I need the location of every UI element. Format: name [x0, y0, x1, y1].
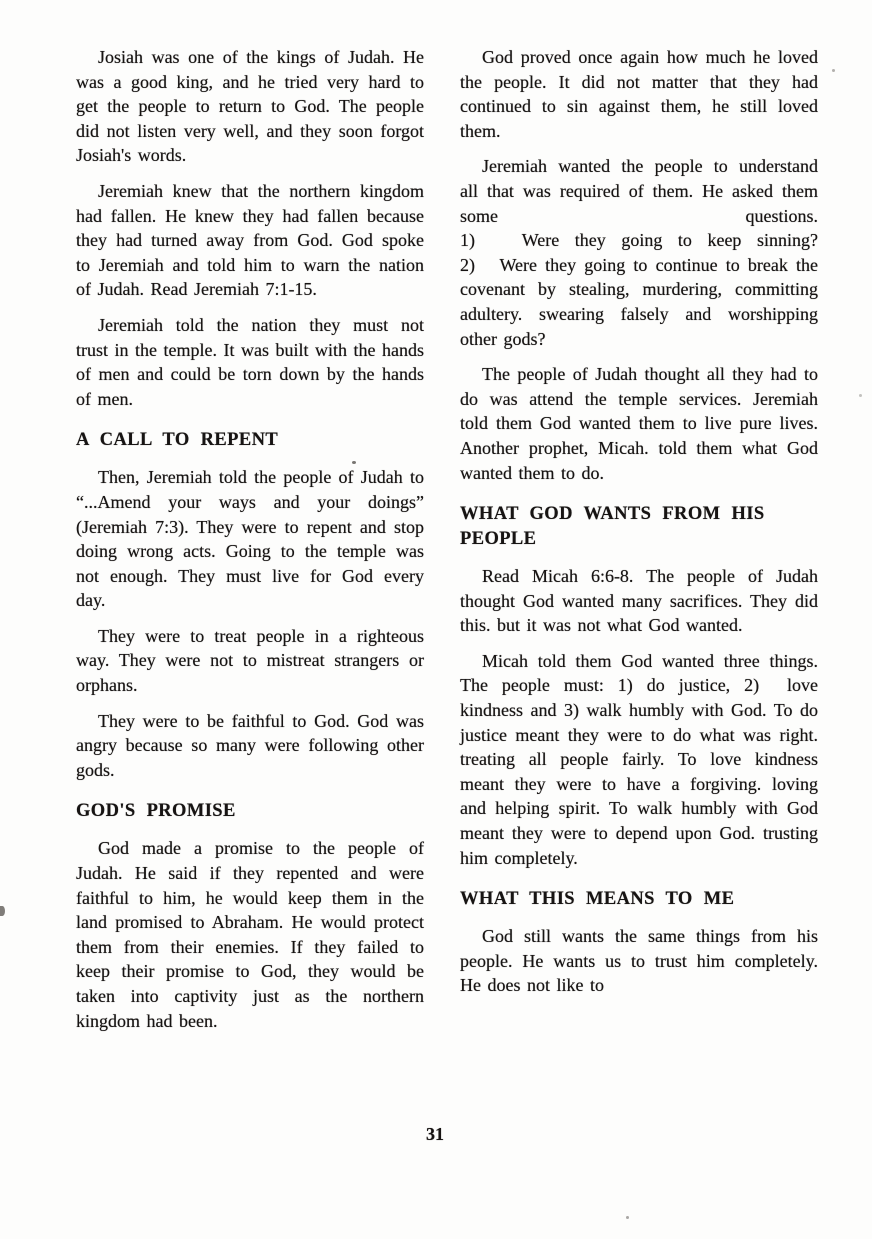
paragraph: Jeremiah wanted the people to understand all that was required of them. He asked them some questions. [460, 156, 818, 226]
paragraph: Micah told them God wanted three things. The people must: 1) do justice, 2) love kindness and 3) walk humbly with God. To do justice meant they were to do what was right. treating all people fairly. To love kindness meant they were to have a forgiving. loving and helping spirit. To walk humbly with God meant they were to depend upon God. trusting him completely. [460, 650, 818, 868]
right-column [460, 45, 818, 1009]
section-heading: WHAT THIS MEANS TO ME [460, 889, 735, 910]
section-heading: A CALL TO REPENT [76, 430, 279, 451]
paragraph: God made a promise to the people of Judah. He said if they repented and were faithful to him, he would keep them in the land promised to Abraham. He would protect them from their enemies. If they failed to keep their promise to God, they would be taken into captivity just as the northern kingdom had been. [76, 838, 424, 1031]
scan-speck [352, 461, 356, 464]
list-item: 1) Were they going to keep sinning? [460, 230, 818, 251]
list-item: 2) Were they going to continue to break the covenant by stealing, murdering, committing adultery. swearing falsely and worshipping other gods? [460, 254, 818, 349]
paragraph: Josiah was one of the kings of Judah. He was a good king, and he tried very hard to get the people to return to God. The people did not listen very well, and they soon forgot Josiah's words. [76, 47, 424, 166]
paragraph: They were to treat people in a righteous way. They were not to mistreat strangers or orphans. [76, 625, 424, 696]
paragraph: God still wants the same things from his people. He wants us to trust him completely. He does not like to [460, 926, 818, 996]
paragraph: The people of Judah thought all they had to do was attend the temple services. Jeremiah told them God wanted them to live pure lives. Another prophet, Micah. told them what God wanted them to do. [460, 364, 818, 483]
section-heading: WHAT GOD WANTS FROM HIS PEOPLE [460, 504, 765, 550]
left-column [76, 45, 424, 1044]
section-heading: GOD'S PROMISE [76, 801, 236, 822]
page-number: 31 [426, 1124, 444, 1144]
paragraph: Jeremiah knew that the northern kingdom had fallen. He knew they had fallen because they had turned away from God. God spoke to Jeremiah and told him to warn the nation of Judah. Read Jeremiah 7:1-15. [76, 180, 424, 300]
paragraph: They were to be faithful to God. God was angry because so many were following other gods. [76, 710, 424, 780]
paragraph: Read Micah 6:6-8. The people of Judah thought God wanted many sacrifices. They did this. but it was not what God wanted. [460, 566, 818, 636]
scan-speck [0, 906, 5, 916]
scan-speck [626, 1216, 629, 1219]
scan-speck [859, 394, 862, 397]
scan-speck [832, 69, 835, 72]
paragraph: Jeremiah told the nation they must not trust in the temple. It was built with the hands of men and could be torn down by the hands of men. [76, 314, 424, 409]
paragraph: Then, Jeremiah told the people of Judah to “...Amend your ways and your doings” (Jeremiah 7:3). They were to repent and stop doing wrong acts. Going to the temple was not enough. They must live for God every day. [76, 467, 424, 611]
paragraph: God proved once again how much he loved the people. It did not matter that they had continued to sin against them, he still loved them. [460, 47, 818, 141]
